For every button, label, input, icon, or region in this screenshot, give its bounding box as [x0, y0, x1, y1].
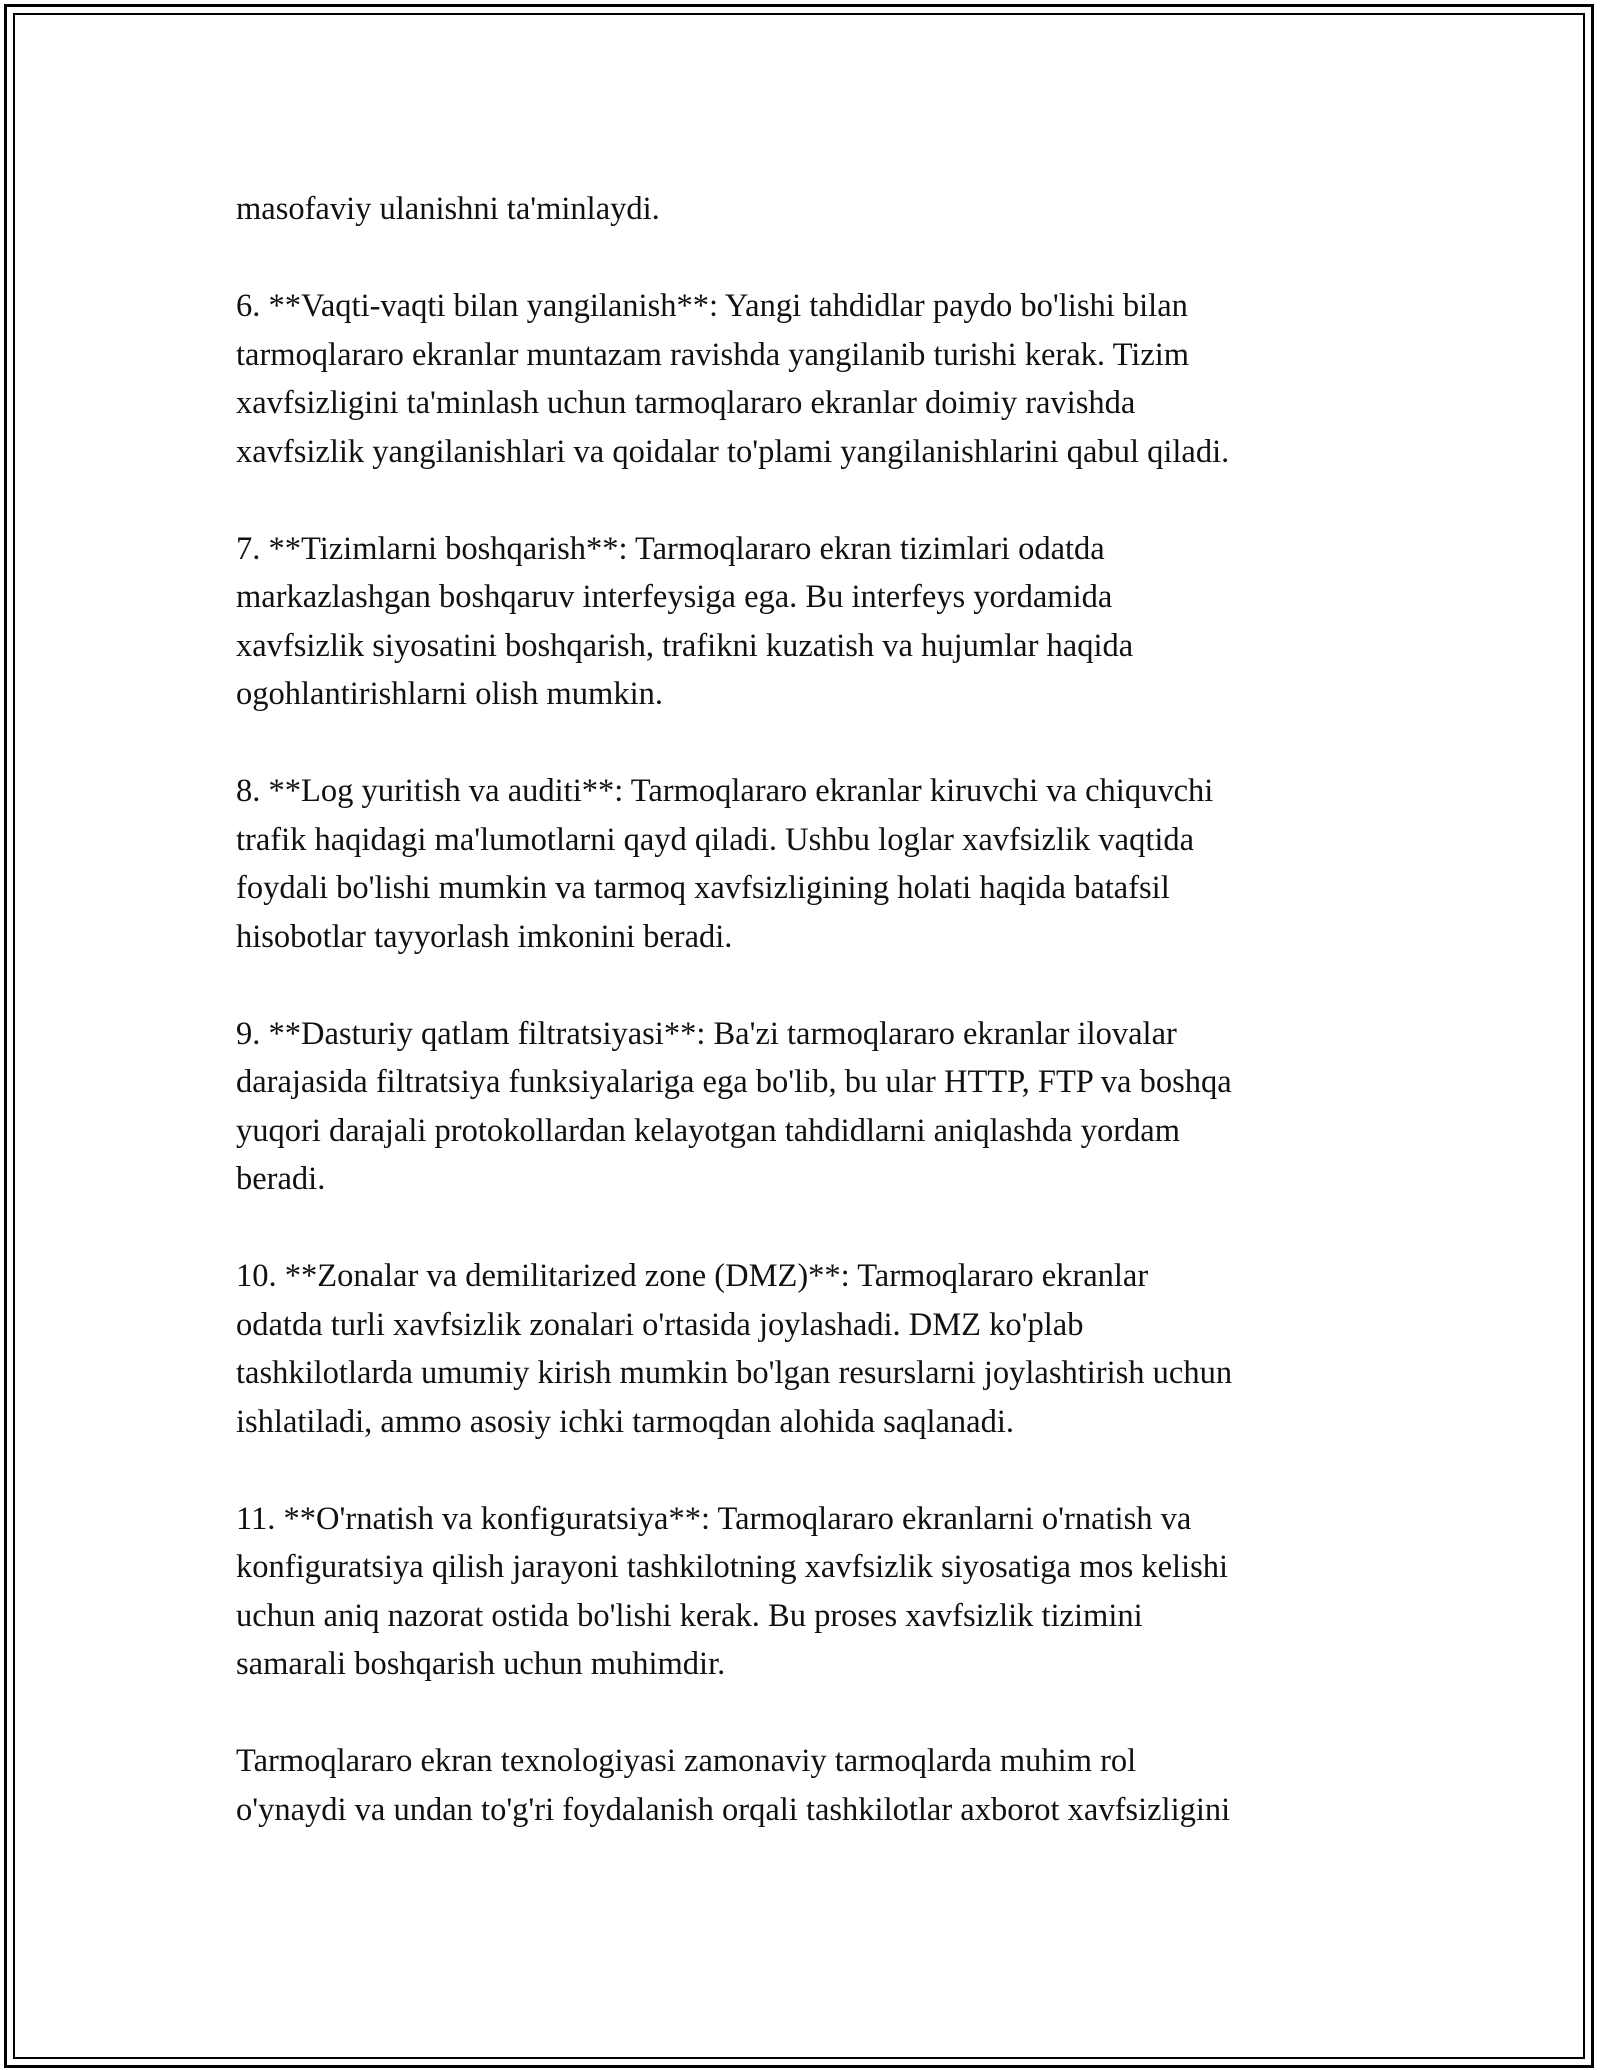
paragraph — [236, 525, 1376, 719]
text-line: xavfsizlik siyosatini boshqarish, trafikni kuzatish va hujumlar haqida — [236, 627, 1134, 664]
text-line: 9. **Dasturiy qatlam filtratsiyasi**: Ba'zi tarmoqlararo ekranlar ilovalar — [236, 1015, 1177, 1052]
text-line: 6. **Vaqti-vaqti bilan yangilanish**: Yangi tahdidlar paydo bo'lishi bilan — [236, 288, 1188, 324]
text-line: darajasida filtratsiya funksiyalariga ega bo'lib, bu ular HTTP, FTP va boshqa — [236, 1064, 1232, 1100]
text-line: beradi. — [236, 1161, 326, 1197]
text-line: 11. **O'rnatish va konfiguratsiya**: Tarmoqlararo ekranlarni o'rnatish va — [236, 1500, 1192, 1537]
text-line: 7. **Tizimlarni boshqarish**: Tarmoqlararo ekran tizimlari odatda — [236, 530, 1105, 567]
text-line: ogohlantirishlarni olish mumkin. — [236, 676, 663, 712]
text-line: hisobotlar tayyorlash imkonini beradi. — [236, 918, 733, 955]
paragraph — [236, 1010, 1376, 1204]
text-line: Tarmoqlararo ekran texnologiyasi zamonaviy tarmoqlarda muhim rol — [236, 1743, 1137, 1779]
text-line: o'ynaydi va undan to'g'ri foydalanish orqali tashkilotlar axborot xavfsizligini — [236, 1791, 1231, 1828]
text-line: masofaviy ulanishni ta'minlaydi. — [236, 191, 660, 227]
paragraph — [236, 767, 1376, 961]
paragraph — [236, 1495, 1376, 1689]
document-body — [236, 185, 1376, 1834]
text-line: foydali bo'lishi mumkin va tarmoq xavfsizligining holati haqida batafsil — [236, 870, 1170, 906]
text-line: markazlashgan boshqaruv interfeysiga ega. Bu interfeys yordamida — [236, 579, 1113, 615]
text-line: yuqori darajali protokollardan kelayotgan tahdidlarni aniqlashda yordam — [236, 1112, 1181, 1149]
text-line: trafik haqidagi ma'lumotlarni qayd qiladi. Ushbu loglar xavfsizlik vaqtida — [236, 821, 1195, 858]
paragraph — [236, 1252, 1376, 1446]
paragraph — [236, 1737, 1376, 1834]
text-line: samarali boshqarish uchun muhimdir. — [236, 1646, 726, 1682]
text-line: tashkilotlarda umumiy kirish mumkin bo'lgan resurslarni joylashtirish uchun — [236, 1355, 1233, 1391]
paragraph — [236, 282, 1376, 476]
text-line: uchun aniq nazorat ostida bo'lishi kerak. Bu proses xavfsizlik tizimini — [236, 1597, 1143, 1634]
text-line: 10. **Zonalar va demilitarized zone (DMZ)**: Tarmoqlararo ekranlar — [236, 1258, 1149, 1294]
text-line: xavfsizligini ta'minlash uchun tarmoqlararo ekranlar doimiy ravishda — [236, 385, 1136, 421]
text-line: konfiguratsiya qilish jarayoni tashkilotning xavfsizlik siyosatiga mos kelishi — [236, 1549, 1229, 1585]
paragraph — [236, 185, 1376, 234]
text-line: xavfsizlik yangilanishlari va qoidalar to'plami yangilanishlarini qabul qiladi. — [236, 433, 1230, 470]
text-line: odatda turli xavfsizlik zonalari o'rtasida joylashadi. DMZ ko'plab — [236, 1306, 1084, 1343]
text-line: tarmoqlararo ekranlar muntazam ravishda yangilanib turishi kerak. Tizim — [236, 336, 1190, 373]
text-line: 8. **Log yuritish va auditi**: Tarmoqlararo ekranlar kiruvchi va chiquvchi — [236, 773, 1214, 809]
text-line: ishlatiladi, ammo asosiy ichki tarmoqdan alohida saqlanadi. — [236, 1403, 1015, 1440]
